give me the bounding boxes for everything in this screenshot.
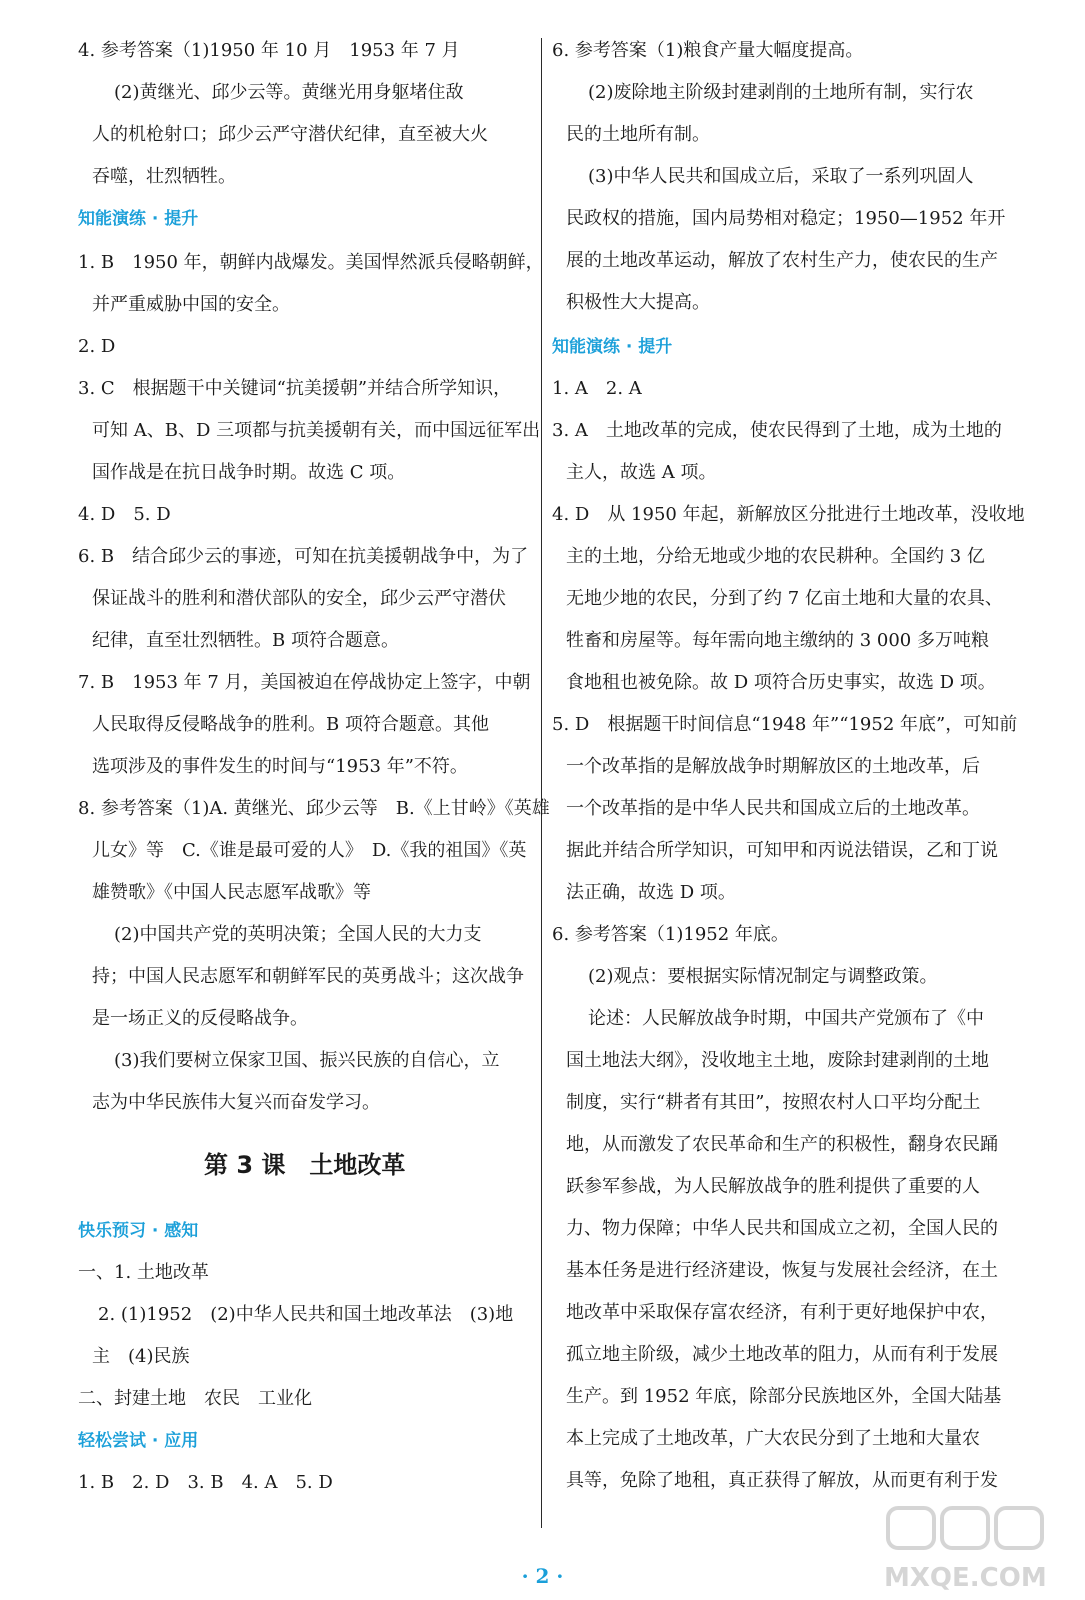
answer-line: 跃参军参战，为人民解放战争的胜利提供了重要的人 xyxy=(566,1176,980,1197)
answer-line: 牲畜和房屋等。每年需向地主缴纳的 3 000 多万吨粮 xyxy=(566,630,989,651)
page-number: · 2 · xyxy=(521,1564,564,1588)
answer-line: 并严重威胁中国的安全。 xyxy=(92,294,290,315)
answer-line: 论述：人民解放战争时期，中国共产党颁布了《中 xyxy=(588,1008,984,1029)
answer-line: 食地租也被免除。故 D 项符合历史事实，故选 D 项。 xyxy=(566,672,996,693)
answer-line: 选项涉及的事件发生的时间与“1953 年”不符。 xyxy=(92,756,468,777)
answer-line: 7. B 1953 年 7 月，美国被迫在停战协定上签字，中朝 xyxy=(78,672,531,693)
answer-line: 积极性大大提高。 xyxy=(566,292,710,313)
answer-line: 保证战斗的胜利和潜伏部队的安全，邱少云严守潜伏 xyxy=(92,588,506,609)
answer-line: 本上完成了土地改革，广大农民分到了土地和大量农 xyxy=(566,1428,980,1449)
answer-line: 二、封建土地 农民 工业化 xyxy=(78,1388,312,1409)
answer-line: 民的土地所有制。 xyxy=(566,124,710,145)
answer-line: 纪律，直至壮烈牺牲。B 项符合题意。 xyxy=(92,630,399,651)
answer-line: 无地少地的农民，分到了约 7 亿亩土地和大量的农具、 xyxy=(566,588,1003,609)
answer-line: 是一场正义的反侵略战争。 xyxy=(92,1008,308,1029)
answer-line: 4. 参考答案（1)1950 年 10 月 1953 年 7 月 xyxy=(78,40,460,61)
answer-line: 主人，故选 A 项。 xyxy=(566,462,717,483)
answer-line: 力、物力保障；中华人民共和国成立之初，全国人民的 xyxy=(566,1218,998,1239)
watermark-text: MXQE.COM xyxy=(884,1563,1047,1593)
answer-line: 儿女》等 C.《谁是最可爱的人》 D.《我的祖国》《英 xyxy=(92,840,527,861)
answer-line: 6. 参考答案（1)1952 年底。 xyxy=(552,924,789,945)
answer-line: 一个改革指的是解放战争时期解放区的土地改革，后 xyxy=(566,756,980,777)
answer-line: (3)我们要树立保家卫国、振兴民族的自信心，立 xyxy=(114,1050,500,1071)
answer-line: 展的土地改革运动，解放了农村生产力，使农民的生产 xyxy=(566,250,998,271)
section-heading: 轻松尝试 · 应用 xyxy=(78,1431,199,1451)
answer-line: 地改革中采取保存富农经济，有利于更好地保护中农， xyxy=(566,1302,998,1323)
answer-line: 主 (4)民族 xyxy=(92,1346,190,1367)
answer-line: 主的土地，分给无地或少地的农民耕种。全国约 3 亿 xyxy=(566,546,985,567)
answer-line: 据此并结合所学知识，可知甲和丙说法错误，乙和丁说 xyxy=(566,840,998,861)
answer-line: 人的机枪射口；邱少云严守潜伏纪律，直至被大火 xyxy=(92,124,488,145)
answer-line: 5. D 根据题干时间信息“1948 年”“1952 年底”，可知前 xyxy=(552,714,1018,735)
answer-line: (3)中华人民共和国成立后，采取了一系列巩固人 xyxy=(588,166,974,187)
answer-line: (2)观点：要根据实际情况制定与调整政策。 xyxy=(588,966,938,987)
answer-line: 基本任务是进行经济建设，恢复与发展社会经济，在土 xyxy=(566,1260,998,1281)
answer-line: (2)黄继光、邱少云等。黄继光用身躯堵住敌 xyxy=(114,82,464,103)
answer-line: 雄赞歌》《中国人民志愿军战歌》等 xyxy=(92,882,371,903)
answer-line: 持；中国人民志愿军和朝鲜军民的英勇战斗；这次战争 xyxy=(92,966,524,987)
answer-line: 一个改革指的是中华人民共和国成立后的土地改革。 xyxy=(566,798,980,819)
answer-line: 4. D 5. D xyxy=(78,504,171,525)
answer-line: 8. 参考答案（1)A. 黄继光、邱少云等 B.《上甘岭》《英雄 xyxy=(78,798,550,819)
watermark-logo xyxy=(880,1502,1075,1594)
answer-line: 吞噬，壮烈牺牲。 xyxy=(92,166,236,187)
answer-line: 6. 参考答案（1)粮食产量大幅度提高。 xyxy=(552,40,864,61)
answer-line: 法正确，故选 D 项。 xyxy=(566,882,736,903)
section-heading: 知能演练 · 提升 xyxy=(78,209,199,229)
answer-line: 4. D 从 1950 年起，新解放区分批进行土地改革，没收地 xyxy=(552,504,1025,525)
lesson-title: 第 3 课 土地改革 xyxy=(204,1151,406,1179)
answer-line: 2. (1)1952 (2)中华人民共和国土地改革法 (3)地 xyxy=(98,1304,514,1325)
answer-line: 孤立地主阶级，减少土地改革的阻力，从而有利于发展 xyxy=(566,1344,998,1365)
answer-line: 2. D xyxy=(78,336,116,357)
answer-line: 国土地法大纲》，没收地主土地，废除封建剥削的土地 xyxy=(566,1050,989,1071)
answer-line: 地，从而激发了农民革命和生产的积极性，翻身农民踊 xyxy=(566,1134,998,1155)
answer-line: 1. A 2. A xyxy=(552,378,642,399)
answer-line: 人民取得反侵略战争的胜利。B 项符合题意。其他 xyxy=(92,714,489,735)
answer-line: 一、1. 土地改革 xyxy=(78,1262,209,1283)
answer-line: 可知 A、B、D 三项都与抗美援朝有关，而中国远征军出 xyxy=(92,420,541,441)
answer-line: 制度，实行“耕者有其田”，按照农村人口平均分配土 xyxy=(566,1092,981,1113)
answer-line: 志为中华民族伟大复兴而奋发学习。 xyxy=(92,1092,380,1113)
answer-line: 民政权的措施，国内局势相对稳定；1950—1952 年开 xyxy=(566,208,1006,229)
section-heading: 快乐预习 · 感知 xyxy=(78,1221,199,1241)
answer-line: 生产。到 1952 年底，除部分民族地区外，全国大陆基 xyxy=(566,1386,1002,1407)
section-heading: 知能演练 · 提升 xyxy=(552,337,673,357)
answer-line: (2)废除地主阶级封建剥削的土地所有制，实行农 xyxy=(588,82,974,103)
answer-line: 6. B 结合邱少云的事迹，可知在抗美援朝战争中，为了 xyxy=(78,546,529,567)
answer-line: 国作战是在抗日战争时期。故选 C 项。 xyxy=(92,462,406,483)
answer-line: 1. B 1950 年，朝鲜内战爆发。美国悍然派兵侵略朝鲜， xyxy=(78,252,544,273)
answer-line: 3. C 根据题干中关键词“抗美援朝”并结合所学知识， xyxy=(78,378,512,399)
answer-line: 3. A 土地改革的完成，使农民得到了土地，成为土地的 xyxy=(552,420,1002,441)
answer-line: 具等，免除了地租，真正获得了解放，从而更有利于发 xyxy=(566,1470,998,1491)
answer-line: 1. B 2. D 3. B 4. A 5. D xyxy=(78,1472,333,1493)
answer-line: (2)中国共产党的英明决策；全国人民的大力支 xyxy=(114,924,482,945)
